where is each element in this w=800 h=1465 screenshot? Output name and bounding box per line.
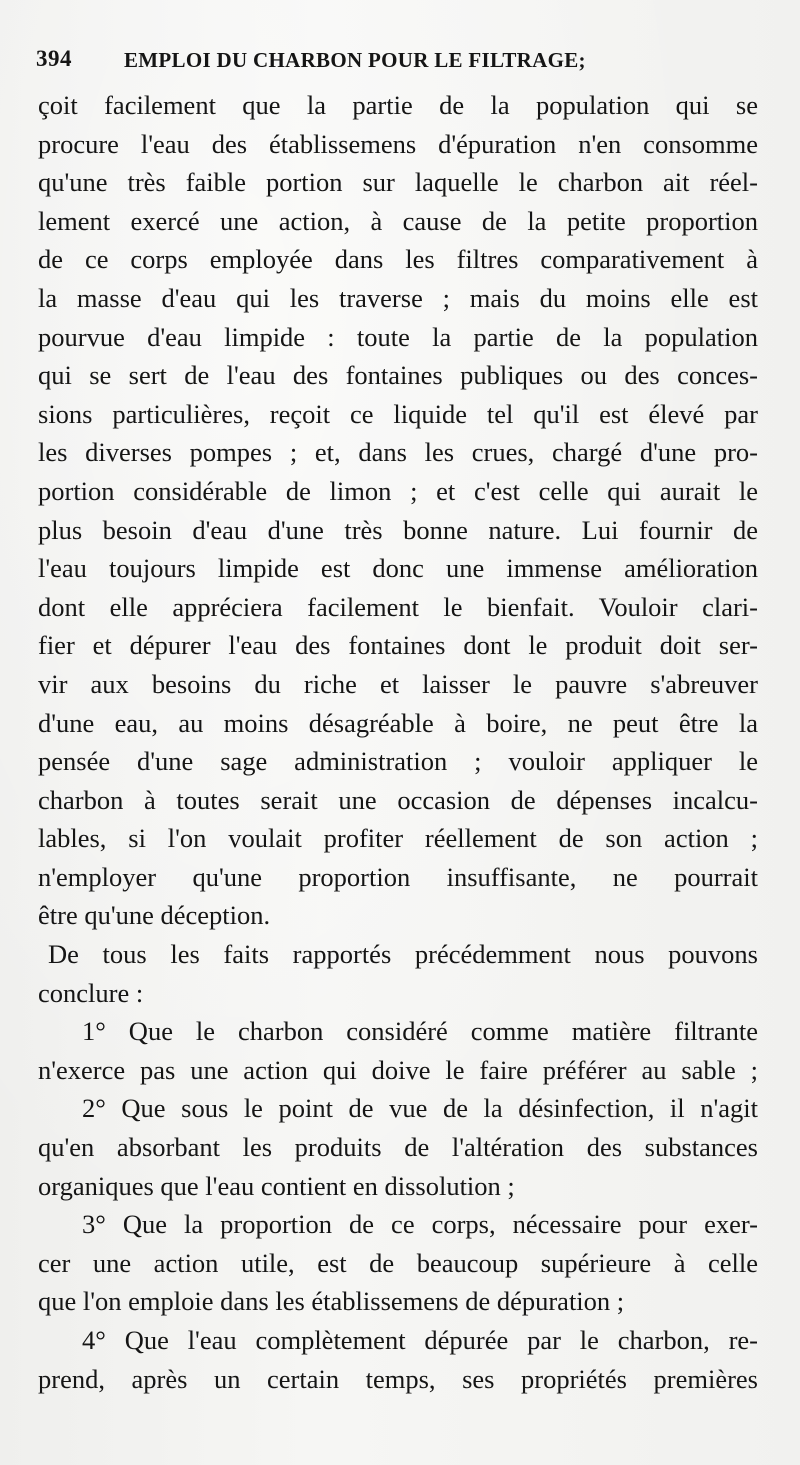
text-line: lables, si l'on voulait profiter réellement de son action ; [38, 823, 758, 854]
text-line: que l'on emploie dans les établissemens de dépuration ; [38, 1286, 625, 1317]
text-line: 2° Que sous le point de vue de la désinfection, il n'agit [82, 1093, 758, 1124]
text-line: fier et dépurer l'eau des fontaines dont le produit doit ser- [38, 630, 758, 661]
text-line: qu'en absorbant les produits de l'altération des substances [38, 1132, 758, 1163]
text-line: qu'une très faible portion sur laquelle le charbon ait réel- [38, 167, 758, 198]
page-header [36, 46, 756, 76]
text-line: pourvue d'eau limpide : toute la partie de la population [38, 321, 758, 352]
text-line: lement exercé une action, à cause de la petite proportion [38, 205, 758, 236]
text-line: les diverses pompes ; et, dans les crues, chargé d'une pro- [38, 437, 758, 468]
text-line: d'une eau, au moins désagréable à boire, ne peut être la [38, 707, 758, 738]
text-line: qui se sert de l'eau des fontaines publiques ou des conces- [38, 360, 758, 391]
text-line: sions particulières, reçoit ce liquide tel qu'il est élevé par [38, 398, 758, 429]
text-line: n'employer qu'une proportion insuffisante, ne pourrait [38, 861, 758, 892]
text-line: çoit facilement que la partie de la population qui se [38, 90, 758, 120]
text-line: procure l'eau des établissemens d'épuration n'en consomme [38, 128, 758, 159]
text-line: pensée d'une sage administration ; vouloir appliquer le [38, 746, 758, 777]
text-line: De tous les faits rapportés précédemment nous pouvons [48, 939, 758, 970]
body-text [38, 86, 758, 1398]
text-line: cer une action utile, est de beaucoup supérieure à celle [38, 1247, 758, 1278]
text-line: organiques que l'eau contient en dissolution ; [38, 1170, 515, 1201]
text-line: 1° Que le charbon considéré comme matière filtrante [82, 1016, 758, 1047]
text-line: 3° Que la proportion de ce corps, nécessaire pour exer- [82, 1209, 758, 1240]
text-line: l'eau toujours limpide est donc une immense amélioration [38, 553, 758, 584]
text-line: de ce corps employée dans les filtres comparativement à [38, 244, 758, 275]
text-line: conclure : [38, 977, 144, 1008]
running-title: EMPLOI DU CHARBON POUR LE FILTRAGE; [124, 48, 586, 72]
text-line: être qu'une déception. [38, 900, 271, 931]
text-line: prend, après un certain temps, ses propriétés premières [38, 1363, 758, 1394]
text-line: dont elle appréciera facilement le bienfait. Vouloir clari- [38, 591, 758, 622]
text-line: charbon à toutes serait une occasion de dépenses incalcu- [38, 784, 758, 815]
text-line: plus besoin d'eau d'une très bonne nature. Lui fournir de [38, 514, 758, 545]
text-line: portion considérable de limon ; et c'est celle qui aurait le [38, 475, 758, 506]
text-line: 4° Que l'eau complètement dépurée par le charbon, re- [82, 1325, 758, 1355]
text-line: vir aux besoins du riche et laisser le pauvre s'abreuver [38, 668, 758, 699]
page-number: 394 [36, 46, 72, 71]
text-line: n'exerce pas une action qui doive le faire préférer au sable ; [38, 1054, 758, 1085]
text-line: la masse d'eau qui les traverse ; mais du moins elle est [38, 282, 758, 313]
